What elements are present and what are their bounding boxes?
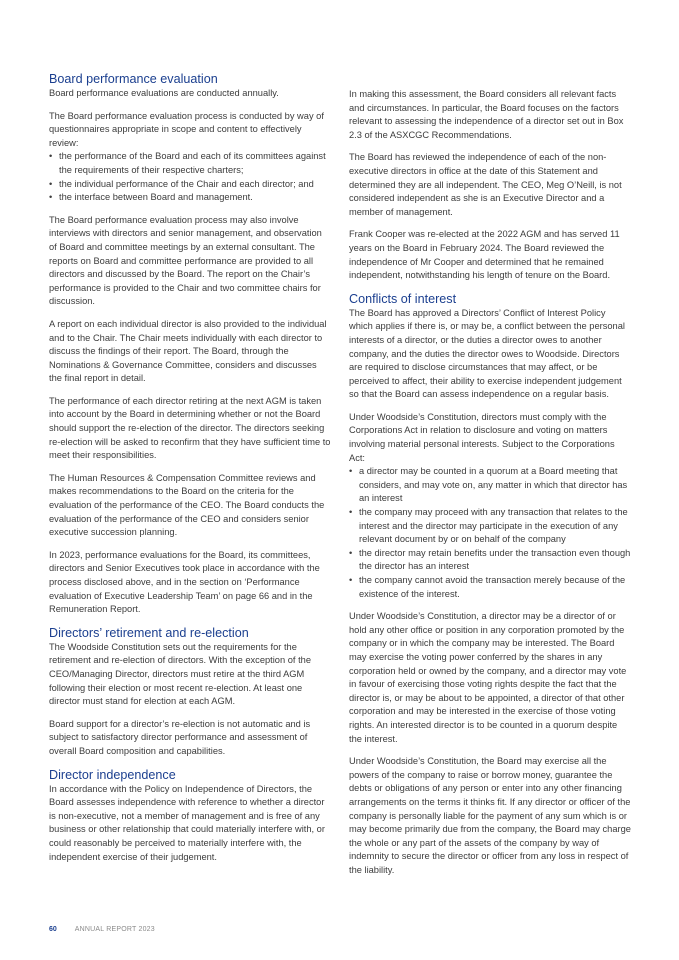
heading-director-independence: Director independence [49, 767, 176, 782]
list-item: • the director may retain benefits under the transaction even though the director has an interest [349, 547, 631, 574]
paragraph: Under Woodside’s Constitution, the Board may exercise all the powers of the company to raise or borrow money, guarantee the debts or obligations of any person or enter into any other financing arrangements on the terms it thinks fit. If any director or officer of the company is personally liable for the payment of any sum which is or may become primarily due from the company, the Board may charge the whole or any part of the assets of the company by way of indemnity to secure the director or officer from any loss in respect of the liability. [349, 756, 631, 875]
paragraph: The Human Resources & Compensation Committee reviews and makes recommendations to the Board on the criteria for the evaluation of the performance of the CEO. The Board conducts the evaluation of the performance of the CEO and considers senior executive succession planning. [49, 472, 325, 538]
list-item: • the interface between Board and management. [49, 191, 331, 205]
paragraph: In accordance with the Policy on Independence of Directors, the Board assesses independence with reference to whether a director is non-executive, not a member of management and is free of any business or other relationship that could materially interfere with, or could reasonably be perceived to materially interfere with, the independent exercise of their judgement. [49, 783, 325, 862]
page-number: 60 [49, 926, 57, 933]
list-item: • the company may proceed with any transaction that relates to the interest and the director may participate in the execution of any relevant document by or on behalf of the company [349, 506, 631, 547]
paragraph: The Board has approved a Directors’ Conflict of Interest Policy which applies if there is, or may be, a conflict between the personal interests of a director, or the duties a director owes to another company, and the duties the director owes to Woodside. Directors are required to disclose circumstances that may affect, or be perceived to affect, their ability to exercise independent judgement so that the Board can assess independence on a regular basis. [349, 307, 625, 400]
paragraph: Board support for a director’s re-election is not automatic and is subject to satisfactory director performance and assessment of overall Board composition and capabilities. [49, 718, 311, 756]
page-footer [49, 925, 155, 934]
paragraph: The performance of each director retiring at the next AGM is taken into account by the Board in determining whether or not the Board should support the re-election of the director. The directors seeking re-election will be asked to reconfirm that they have sufficient time to meet their responsibilities. [49, 395, 331, 461]
paragraph: Board performance evaluations are conducted annually. [49, 88, 279, 98]
paragraph: Under Woodside’s Constitution, a director may be a director of or hold any other office or position in any corporation promoted by the company or in which the company may be interested. The Board may exercise the voting power conferred by the shares in any corporation held or owned by the company, and a director may vote in favour of exercising those voting rights despite the fact that the director is, or may be about to be appointed, a director of that other corporation and may be interested in the exercise of those voting rights. An interested director is to be counted in a quorum despite the interest. [349, 611, 627, 744]
paragraph: The Woodside Constitution sets out the requirements for the retirement and re-election of directors. With the exception of the CEO/Managing Director, directors must retire at the third AGM following their election or most recent re-election. At least one director must stand for election at each AGM. [49, 641, 311, 707]
paragraph: A report on each individual director is also provided to the individual and to the Chair. The Chair meets individually with each director to discuss the findings of their report. The Board, through the Nominations & Governance Committee, considers and discusses the final report in detail. [49, 318, 327, 384]
paragraph: The Board performance evaluation process may also involve interviews with directors and senior management, and observation of Board and committee meetings by an external consultant. The reports on Board and committee performance are provided to all directors and discussed by the Board. The report on the Chair’s performance is provided to the Chair and two committee chairs for discussion. [49, 214, 322, 307]
right-column [349, 88, 631, 886]
heading-directors-retirement: Directors’ retirement and re-election [49, 625, 249, 640]
paragraph: The Board has reviewed the independence of each of the non-executive directors in office at the date of this Statement and determined they are all independent. The CEO, Meg O’Neill, is not considered independent as she is an Executive Director and a member of management. [349, 152, 622, 217]
paragraph: The Board performance evaluation process is conducted by way of questionnaires appropriate in scope and content to effectively review: [49, 110, 324, 148]
list-item: • the company cannot avoid the transaction merely because of the existence of the interest. [349, 574, 631, 601]
paragraph: In making this assessment, the Board considers all relevant facts and circumstances. In particular, the Board focuses on the factors relevant to assessing the independence of a director set out in Box 2.3 of the ASXCGC Recommendations. [349, 89, 624, 140]
heading-conflicts-of-interest: Conflicts of interest [349, 291, 457, 306]
bullet-list-corporations-act [349, 465, 631, 601]
paragraph: Under Woodside’s Constitution, directors must comply with the Corporations Act in relation to disclosure and voting on matters involving material personal interests. Subject to the Corporations Act: [349, 411, 615, 463]
report-label: ANNUAL REPORT 2023 [74, 926, 155, 933]
heading-board-performance-evaluation: Board performance evaluation [49, 72, 218, 86]
bullet-list-evaluation-scope [49, 150, 331, 204]
list-item: • a director may be counted in a quorum at a Board meeting that considers, and may vote on, any matter in which that director has an interest [349, 465, 631, 506]
paragraph: In 2023, performance evaluations for the Board, its committees, directors and Senior Executives took place in accordance with the process disclosed above, and in the section on ‘Performance evaluation of Executive Leadership Team’ on page 66 and in the Remuneration Report. [49, 549, 320, 615]
list-item: • the individual performance of the Chair and each director; and [49, 178, 331, 192]
list-item: • the performance of the Board and each of its committees against the requirements of their respective charters; [49, 150, 331, 177]
left-column [49, 72, 331, 873]
paragraph: Frank Cooper was re-elected at the 2022 AGM and has served 11 years on the Board in February 2024. The Board reviewed the independence of Mr Cooper and determined that he remained independent, notwithstanding his length of tenure on the Board. [349, 229, 620, 281]
